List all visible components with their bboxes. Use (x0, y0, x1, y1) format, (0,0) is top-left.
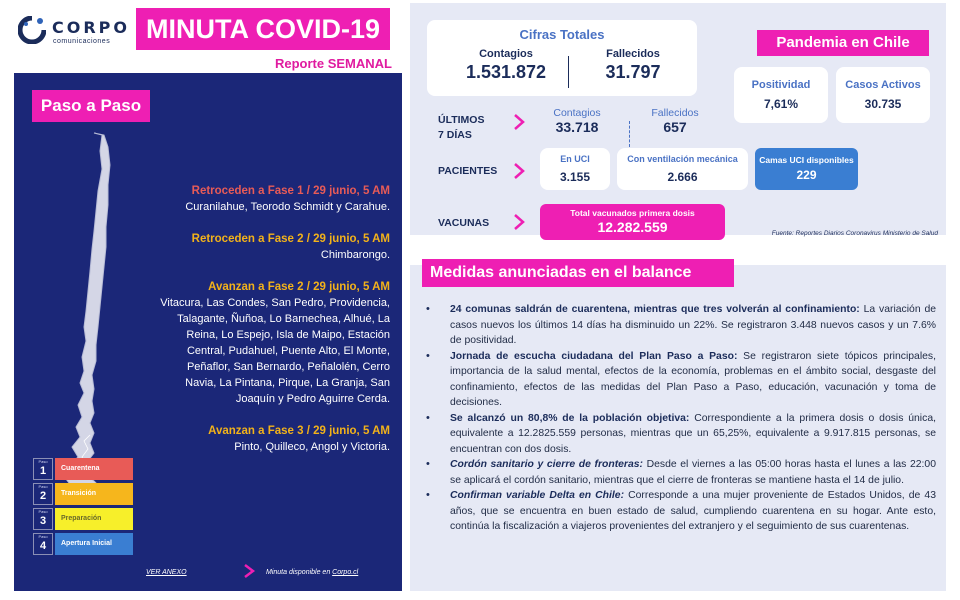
item-body: Correspondiente a la primera dosis o dosis única, equivalente a 12.2825.559 personas, mientras que un 65,25%, equivalente a 9.917.815 personas, se encuentran con dos dosis. (450, 412, 936, 455)
fallecidos-total (578, 48, 688, 83)
page-title: MINUTA COVID-19 (136, 8, 390, 50)
logo-subtext: comunicaciones (53, 38, 111, 45)
list-item (426, 302, 936, 349)
legend-number: Paso 2 (33, 483, 53, 505)
phase-communes: Vitacura, Las Condes, San Pedro, Providencia, Talagante, Ñuñoa, Lo Barnechea, Alhué, La Reina, Lo Espejo, Isla de Maipo, Estación Central, Pudahuel, Puente Alto, El Monte, Peñaflor, San Bernardo, Peñalolén, Cerro Navia, La Pintana, Pirque, La Granja, San Joaquín y Pedro Aguirre Cerda. (160, 297, 390, 405)
ultimos-fallecidos (630, 107, 720, 135)
camas-uci-card (755, 148, 858, 190)
item-lead: 24 comunas saldrán de cuarentena, mientras que tres volverán al confinamiento: (450, 304, 860, 315)
en-uci-value: 3.155 (559, 170, 591, 184)
fallecidos-label: Fallecidos (606, 48, 660, 60)
legend-number: Paso 1 (33, 458, 53, 480)
positividad-value: 7,61% (763, 97, 799, 111)
fallecidos-value: 31.797 (605, 62, 661, 82)
vacunados-label: Total vacunados primera dosis (570, 208, 695, 218)
legend-number: Paso 3 (33, 508, 53, 530)
legend-item (33, 533, 133, 555)
minuta-disponible-text (266, 569, 358, 576)
fuente-text: Fuente: Reportes Diarios Coronavirus Ministerio de Salud (771, 230, 938, 237)
ultimos-line1: ÚLTIMOS (438, 114, 485, 126)
phase-block-2 (90, 231, 390, 263)
item-lead: Jornada de escucha ciudadana del Plan Paso a Paso: (450, 350, 738, 362)
logo-text: CORPO (52, 18, 130, 37)
pacientes-label: PACIENTES (438, 165, 498, 177)
vacunados-value: 12.282.559 (597, 219, 668, 235)
ventilacion-label: Con ventilación mecánica (627, 154, 738, 164)
item-body: La variación de casos nuevos los últimos 14 días ha disminuido un 22%. Se registraron 3.448 nuevos casos y un 7.6% de positividad. (450, 304, 937, 346)
legend-label: Apertura Inicial (55, 533, 133, 555)
en-uci-label: En UCI (560, 154, 590, 164)
cifras-title: Cifras Totales (519, 27, 605, 42)
legend-item (33, 458, 133, 480)
casos-activos-card (836, 67, 930, 123)
item-lead: Se alcanzó un 80,8% de la población objetiva: (450, 412, 690, 424)
item-lead: Confirman variable Delta en Chile: (450, 490, 625, 501)
ventilacion-card (617, 148, 748, 190)
vacunas-label: VACUNAS (438, 217, 490, 229)
pandemia-chile-label: Pandemia en Chile (757, 30, 929, 56)
phase-communes: Curanilahue, Teorodo Schmidt y Carahue. (185, 201, 390, 213)
contagios-value: 1.531.872 (465, 62, 547, 82)
cifras-totales-card (427, 20, 697, 96)
phase-title: Retroceden a Fase 1 / 29 junio, 5 AM (191, 185, 390, 197)
corpo-logo (18, 14, 128, 50)
corpo-logo-icon (18, 16, 46, 44)
casos-activos-value: 30.735 (864, 97, 902, 111)
phase-block-1 (90, 183, 390, 215)
paso-a-paso-panel (14, 73, 402, 591)
ultimos-line2: 7 DÍAS (438, 129, 472, 141)
en-uci-card (540, 148, 610, 190)
chevron-right-icon (242, 563, 256, 579)
page-subtitle: Reporte SEMANAL (274, 56, 392, 71)
divider (568, 56, 569, 88)
list-item (426, 349, 936, 411)
legend-item (33, 483, 133, 505)
phase-communes: Pinto, Quilleco, Angol y Victoria. (234, 441, 390, 453)
list-item (426, 488, 936, 535)
vacunados-card (540, 204, 725, 240)
phase-title: Avanzan a Fase 2 / 29 junio, 5 AM (208, 281, 390, 293)
item-body: Corresponde a una mujer proveniente de Estados Unidos, de 43 años, que se encuentra en buen estado de salud, cumpliendo cuarentena en su hogar. Ante esto, continúa la fiscalización a viajeros provenientes del extranjero y el seguimiento de sus cuarentenas. (450, 490, 936, 532)
phase-title: Avanzan a Fase 3 / 29 junio, 5 AM (208, 425, 390, 437)
ver-anexo-link[interactable]: VER ANEXO (146, 569, 187, 576)
camas-uci-label: Camas UCI disponibles (759, 155, 854, 165)
phase-block-3 (154, 279, 390, 407)
item-body: Desde el viernes a las 05:00 horas hasta el lunes a las 22:00 se aplicará el cordón sanitario, mientras que el cierre de fronteras se mantiene hasta el 14 de julio. (450, 459, 936, 486)
contagios-label: Contagios (479, 48, 533, 60)
legend-item (33, 508, 133, 530)
ultimos-fallecidos-value: 657 (663, 119, 687, 135)
legend-number: Paso 4 (33, 533, 53, 555)
ultimos-7-dias-label (438, 113, 484, 143)
positividad-label: Positividad (751, 79, 811, 91)
medidas-title: Medidas anunciadas en el balance (422, 259, 734, 287)
list-item (426, 411, 936, 458)
phase-title: Retroceden a Fase 2 / 29 junio, 5 AM (191, 233, 390, 245)
phase-block-4 (130, 423, 390, 455)
item-lead: Cordón sanitario y cierre de fronteras: (450, 459, 643, 470)
chevron-right-icon (512, 113, 526, 131)
stats-panel (410, 3, 946, 235)
camas-uci-value: 229 (796, 168, 817, 182)
legend-label: Transición (55, 483, 133, 505)
ultimos-contagios (532, 107, 622, 135)
chevron-right-icon (512, 213, 526, 231)
legend-label: Cuarentena (55, 458, 133, 480)
medidas-list (426, 302, 936, 535)
contagios-total (451, 48, 561, 83)
casos-activos-label: Casos Activos (845, 79, 921, 91)
legend-label: Preparación (55, 508, 133, 530)
medidas-panel (410, 265, 946, 591)
chevron-right-icon (512, 162, 526, 180)
ventilacion-value: 2.666 (667, 170, 698, 184)
ultimos-fallecidos-label: Fallecidos (651, 107, 699, 119)
positividad-card (734, 67, 828, 123)
item-body: Se registraron siete tópicos principales, importancia de la salud mental, efectos de la economía, problemas en el ámbito social, desgaste del confinamiento, efectos de las medidas del Plan Paso a Paso, educación, vacunación y toma de decisiones. (450, 350, 936, 408)
paso-a-paso-label: Paso a Paso (32, 90, 150, 122)
ultimos-contagios-value: 33.718 (555, 119, 599, 135)
list-item (426, 457, 936, 488)
minuta-prefix: Minuta disponible en (266, 569, 333, 576)
corpo-link[interactable]: Corpo.cl (332, 569, 359, 576)
phase-legend (33, 458, 133, 558)
ultimos-contagios-label: Contagios (553, 107, 601, 119)
phase-communes: Chimbarongo. (320, 249, 390, 261)
